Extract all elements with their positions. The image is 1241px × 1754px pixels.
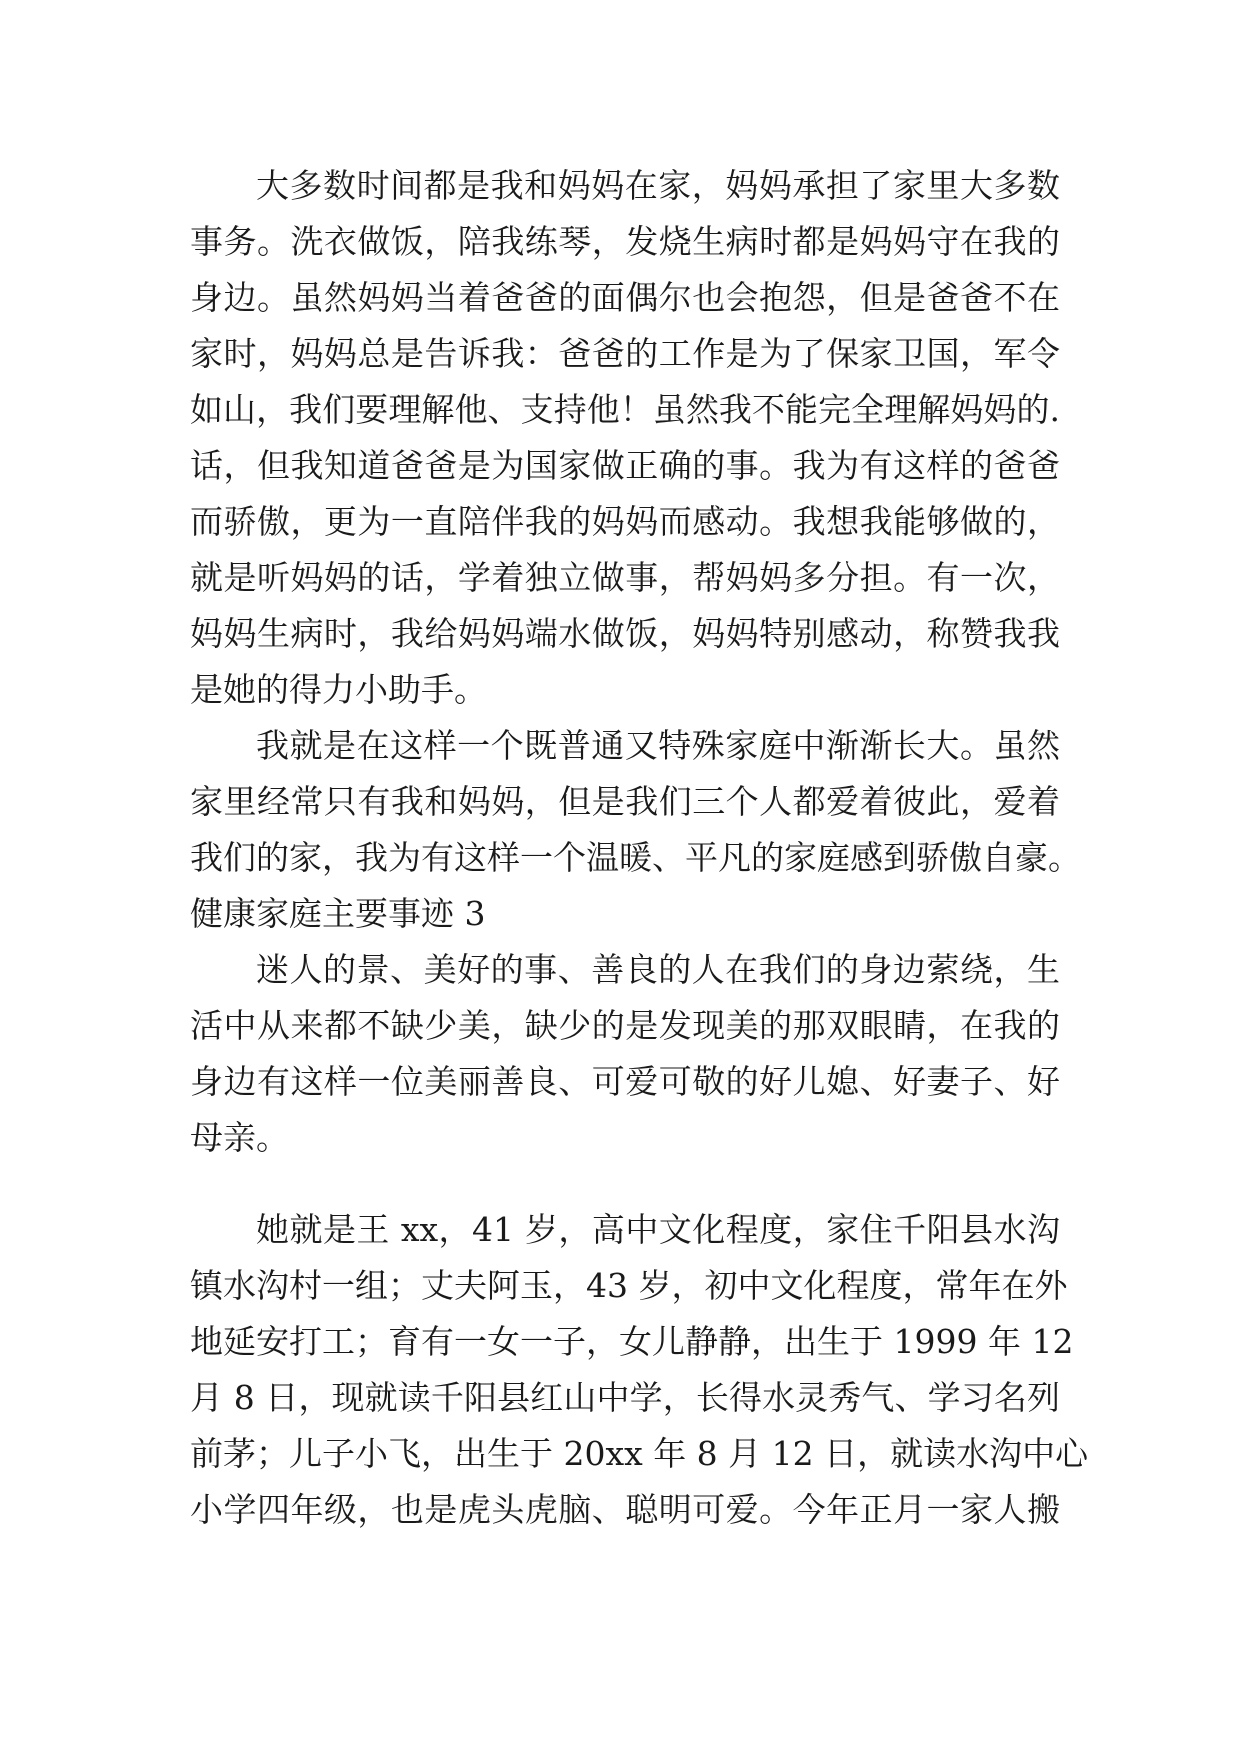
text-line: 前茅；儿子小飞，出生于 20xx 年 8 月 12 日，就读水沟中心 bbox=[190, 1434, 1089, 1473]
text-line: 我们的家，我为有这样一个温暖、平凡的家庭感到骄傲自豪。 bbox=[190, 838, 1081, 877]
text-line: 是她的得力小助手。 bbox=[190, 670, 487, 709]
text-line: 她就是王 xx，41 岁，高中文化程度，家住千阳县水沟 bbox=[256, 1210, 1060, 1249]
text-line: 活中从来都不缺少美，缺少的是发现美的那双眼睛，在我的 bbox=[190, 1006, 1060, 1045]
text-line: 大多数时间都是我和妈妈在家，妈妈承担了家里大多数 bbox=[256, 166, 1060, 205]
section-heading: 健康家庭主要事迹 3 bbox=[190, 894, 486, 933]
text-line: 身边有这样一位美丽善良、可爱可敬的好儿媳、好妻子、好 bbox=[190, 1062, 1060, 1101]
text-line: 身边。虽然妈妈当着爸爸的面偶尔也会抱怨，但是爸爸不在 bbox=[190, 278, 1060, 317]
text-line: 小学四年级，也是虎头虎脑、聪明可爱。今年正月一家人搬 bbox=[190, 1490, 1060, 1529]
text-line: 镇水沟村一组；丈夫阿玉，43 岁，初中文化程度，常年在外 bbox=[190, 1266, 1068, 1305]
text-line: 我就是在这样一个既普通又特殊家庭中渐渐长大。虽然 bbox=[256, 726, 1060, 765]
text-line: 妈妈生病时，我给妈妈端水做饭，妈妈特别感动，称赞我我 bbox=[190, 614, 1060, 653]
text-line: 事务。洗衣做饭，陪我练琴，发烧生病时都是妈妈守在我的 bbox=[190, 222, 1060, 261]
text-line: 地延安打工；育有一女一子，女儿静静，出生于 1999 年 12 bbox=[190, 1322, 1074, 1361]
text-line: 月 8 日，现就读千阳县红山中学，长得水灵秀气、学习名列 bbox=[190, 1378, 1060, 1417]
text-line: 迷人的景、美好的事、善良的人在我们的身边萦绕，生 bbox=[256, 950, 1060, 989]
text-line: 母亲。 bbox=[190, 1118, 289, 1157]
text-line: 就是听妈妈的话，学着独立做事，帮妈妈多分担。有一次， bbox=[190, 558, 1060, 597]
text-line: 如山，我们要理解他、支持他！虽然我不能完全理解妈妈的. bbox=[190, 390, 1060, 429]
text-line: 而骄傲，更为一直陪伴我的妈妈而感动。我想我能够做的， bbox=[190, 502, 1060, 541]
text-line: 家时，妈妈总是告诉我：爸爸的工作是为了保家卫国，军令 bbox=[190, 334, 1060, 373]
text-line: 话，但我知道爸爸是为国家做正确的事。我为有这样的爸爸 bbox=[190, 446, 1060, 485]
text-line: 家里经常只有我和妈妈，但是我们三个人都爱着彼此，爱着 bbox=[190, 782, 1060, 821]
